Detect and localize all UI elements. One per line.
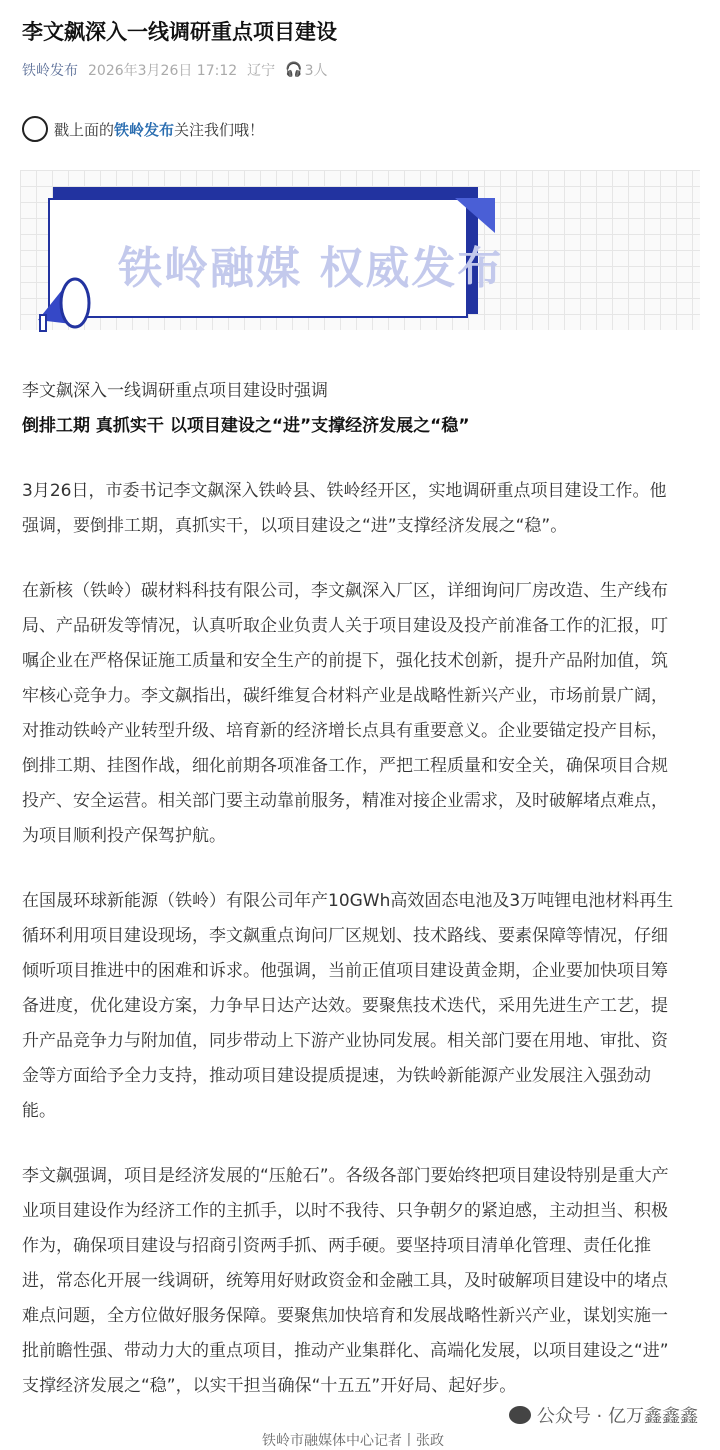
paragraph-line: 升产品竞争力与附加值，同步带动上下游产业协同发展。相关部门要在用地、审批、资 — [22, 1031, 668, 1051]
megaphone-icon — [30, 265, 100, 335]
paragraph-line: 嘱企业在严格保证施工质量和安全生产的前提下，强化技术创新，提升产品附加值，筑 — [22, 651, 668, 671]
paragraph-line: 李文飙强调，项目是经济发展的“压舱石”。各级各部门要始终把项目建设特别是重大产 — [22, 1166, 669, 1186]
paragraph — [22, 884, 673, 1129]
subtitle: 李文飙深入一线调研重点项目建设时强调 — [22, 381, 328, 401]
wechat-icon — [509, 1406, 531, 1424]
follow-account-link[interactable]: 铁岭发布 — [114, 120, 175, 139]
circle-icon — [22, 116, 48, 142]
paragraph-line: 3月26日，市委书记李文飙深入铁岭县、铁岭经开区，实地调研重点项目建设工作。他 — [22, 481, 667, 501]
paragraph-line: 备进度，优化建设方案，力争早日达产达效。要聚焦技术迭代，采用先进生产工艺，提 — [22, 996, 668, 1016]
paragraph-line: 支撑经济发展之“稳”，以实干担当确保“十五五”开好局、起好步。 — [22, 1376, 517, 1396]
paragraph-line: 投产、安全运营。相关部门要主动靠前服务，精准对接企业需求，及时破解堵点难点， — [22, 791, 668, 811]
location: 辽宁 — [247, 63, 276, 79]
paragraph-line: 在新核（铁岭）碳材料科技有限公司，李文飙深入厂区，详细询问厂房改造、生产线布 — [22, 581, 668, 601]
paragraph-line: 批前瞻性强、带动力大的重点项目，推动产业集群化、高端化发展，以项目建设之“进” — [22, 1341, 669, 1361]
banner-fold — [455, 198, 495, 233]
paragraph-line: 金等方面给予全力支持，推动项目建设提质提速，为铁岭新能源产业发展注入强劲动 — [22, 1066, 651, 1086]
paragraph-line: 作为，确保项目建设与招商引资两手抓、两手硬。要坚持项目清单化管理、责任化推 — [22, 1236, 651, 1256]
banner-image — [20, 170, 700, 330]
banner-text: 铁岭融媒 权威发布 — [118, 243, 504, 294]
headphones-icon: 🎧 — [285, 62, 303, 78]
watermark — [509, 1402, 698, 1428]
follow-suffix: 关注我们哦！ — [174, 120, 265, 139]
account-name-link[interactable]: 铁岭发布 — [22, 63, 78, 79]
article-body — [22, 374, 673, 1404]
paragraph-line: 进，常态化开展一线调研，统筹用好财政资金和金融工具，及时破解项目建设中的堵点 — [22, 1271, 668, 1291]
paragraph-line: 在国晟环球新能源（铁岭）有限公司年产10GWh高效固态电池及3万吨锂电池材料再生 — [22, 891, 674, 911]
publish-time: 2026年3月26日 17:12 — [88, 63, 238, 79]
paragraph-line: 难点问题，全方位做好服务保障。要聚焦加快培育和发展战略性新兴产业，谋划实施一 — [22, 1306, 668, 1326]
article-title: 李文飙深入一线调研重点项目建设 — [22, 20, 337, 44]
paragraph-line: 对推动铁岭产业转型升级、培育新的经济增长点具有重要意义。企业要锚定投产目标， — [22, 721, 668, 741]
paragraph — [22, 574, 673, 854]
paragraph — [22, 1159, 673, 1404]
follow-prompt — [22, 116, 264, 142]
headline: 倒排工期 真抓实干 以项目建设之“进”支撑经济发展之“稳” — [22, 416, 470, 436]
paragraph-line: 局、产品研发等情况，认真听取企业负责人关于项目建设及投产前准备工作的汇报，叮 — [22, 616, 668, 636]
article-meta — [22, 60, 328, 80]
paragraph-line: 业项目建设作为经济工作的主抓手，以时不我待、只争朝夕的紧迫感，主动担当、积极 — [22, 1201, 668, 1221]
watermark-text: 公众号 · 亿万鑫鑫鑫 — [536, 1406, 698, 1427]
reporter-credit: 铁岭市融媒体中心记者丨张政 — [262, 1433, 444, 1449]
paragraph — [22, 474, 673, 544]
paragraph-line: 为项目顺利投产保驾护航。 — [22, 826, 226, 846]
paragraph-line: 循环利用项目建设现场，李文飙重点询问厂区规划、技术路线、要素保障等情况，仔细 — [22, 926, 668, 946]
paragraph-line: 倒排工期、挂图作战，细化前期各项准备工作，严把工程质量和安全关，确保项目合规 — [22, 756, 668, 776]
listener-count: 3人 — [304, 63, 328, 79]
paragraph-line: 倾听项目推进中的困难和诉求。他强调，当前正值项目建设黄金期，企业要加快项目筹 — [22, 961, 668, 981]
paragraph-line: 强调，要倒排工期，真抓实干，以项目建设之“进”支撑经济发展之“稳”。 — [22, 516, 568, 536]
paragraph-line: 能。 — [22, 1101, 56, 1121]
paragraph-line: 牢核心竞争力。李文飙指出，碳纤维复合材料产业是战略性新兴产业，市场前景广阔， — [22, 686, 668, 706]
follow-prefix: 戳上面的 — [54, 120, 115, 139]
